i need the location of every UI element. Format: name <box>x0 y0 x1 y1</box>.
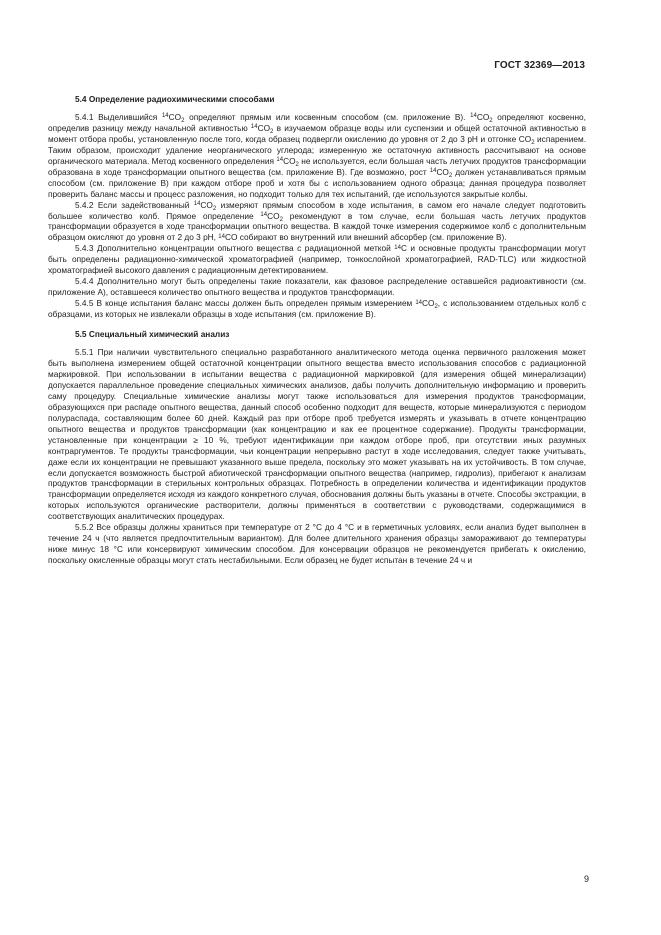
paragraph-5-5-2: 5.5.2 Все образцы должны храниться при температуре от 2 °С до 4 °С и в герметичных условиях, если анализ будет выполнен в течение 24 ч (что является предпочтительным вариантом). Для более длительного хранения образцы замораживают до температуры ниже минус 18 °С или консервируют химическим способом. Для консервации образцов не рекомендуется прибегать к окислению, поскольку окисленные образцы могут стать нестабильными. Если образец не будет испытан в течение 24 ч и <box>48 522 586 566</box>
paragraph-5-4-5: 5.4.5 В конце испытания баланс массы должен быть определен прямым измерением $^{14}CO_2$, с использованием отдельных колб с образцами, из которых не извлекали образцы в ходе испытания (см. приложение В). <box>48 298 587 320</box>
section-5-5-heading: 5.5 Специальный химический анализ <box>75 329 230 340</box>
paragraph-5-4-1: 5.4.1 Выделившийся $^{14}CO_2$ определяют прямым или косвенным способом (см. приложение В). $^{14}CO_2$ определяют косвенно, определив разницу между начальной активностью $^{14}CO_2$ в изучаемом образце воды или суспензии и общей остаточной активностью в момент отбора пробы, установленную после того, когда образец подвергли окислению до уровня от 2 до 3 рН и отгонке $CO_2$ испарением. Таким образом, происходит удаление неорганического углерода; измеренную же остаточную активность рассчитывают на основе органического материала. Метод косвенного определения $^{14}CO_2$ не используется, если большая часть летучих продуктов трансформации образована в ходе трансформации опытного вещества (см. приложение В). Где возможно, рост $^{14}CO_2$ должен устанавливаться прямым способом (см. приложение В) при каждом отборе проб и хотя бы с использованием одного образца; данная процедура позволяет проверить баланс массы и процесс разложения, но подходит только для тех испытаний, где используются закрытые колбы. <box>48 111 587 199</box>
paragraph-5-5-1: 5.5.1 При наличии чувствительного специально разработанного аналитического метода оценка первичного разложения может быть выполнена измерением общей остаточной концентрации опытного вещества вместо использования способов с радиационной маркировкой. При использовании в испытании вещества с радиационной маркировкой (для измерения общей минерализации) допускается параллельное проведение специальных химических анализов, дабы получить дополнительную информацию и проверить саму процедуру. Специальные химические анализы могут также использоваться для измерения продуктов трансформации, образующихся при распаде опытного вещества, данный способ особенно подходит для веществ, которые минерализуются с периодом полураспада, составляющим более 60 дней. Каждый раз при отборе проб требуется измерять и указывать в отчете концентрацию опытного вещества и продуктов трансформации (как концентрацию и как ее процентное содержание). Продукты трансформации, установленные при концентрации ≥ 10 %, требуют идентификации при каждом отборе проб, при отсутствии иных разумных контраргументов. Те продукты трансформации, чьи концентрации непрерывно растут в ходе исследования, следует также учитывать, даже если их концентрации не превышают указанного выше предела, поскольку это может указывать на их устойчивость. В том случае, если допускается возможность быстрой абиотической трансформации опытного вещества (например, гидролиз), прибегают к анализам продуктов трансформации в стерильных контрольных образцах. Потребность в определении количества и идентификации продуктов трансформации определяется исходя из каждого конкретного случая, обоснования должны быть указаны в отчете. Способы экстракции, в которых используются органические растворители, должны применяться в соответствии с руководствами, содержащимися в соответствующих аналитических процедурах. <box>48 347 586 522</box>
document-code: ГОСТ 32369—2013 <box>494 60 585 71</box>
paragraph-5-4-2: 5.4.2 Если задействованный $^{14}CO_2$ измеряют прямым способом в ходе испытания, в самом его начале следует подготовить большее количество колб. Прямое определение $^{14}CO_2$ рекомендуют в том случае, если большая часть летучих продуктов трансформации образуется в ходе трансформации опытного вещества. В каждой точке измерения содержимое колб с дополнительным образцом окисляют до уровня от 2 до 3 рН, $^{14}$CO собирают во внутренний или внешний абсорбер (см. приложение В). <box>48 199 586 243</box>
page-content <box>48 94 586 566</box>
paragraph-5-4-3: 5.4.3 Дополнительно концентрации опытного вещества с радиационной меткой $^{14}$С и основные продукты трансформации могут быть определены радиационно-химической хроматографией (например, тонкослойной хроматографией, RAD-TLC) или жидкостной хроматографией высокого давления с радиационным детектированием. <box>48 243 587 276</box>
paragraph-5-4-4: 5.4.4 Дополнительно могут быть определены такие показатели, как фазовое распределение оставшейся радиоактивности (см. приложение А), оставшееся количество опытного вещества и продуктов трансформации. <box>48 276 586 298</box>
section-5-4-heading: 5.4 Определение радиохимическими способами <box>75 94 275 104</box>
page-number: 9 <box>583 874 589 884</box>
